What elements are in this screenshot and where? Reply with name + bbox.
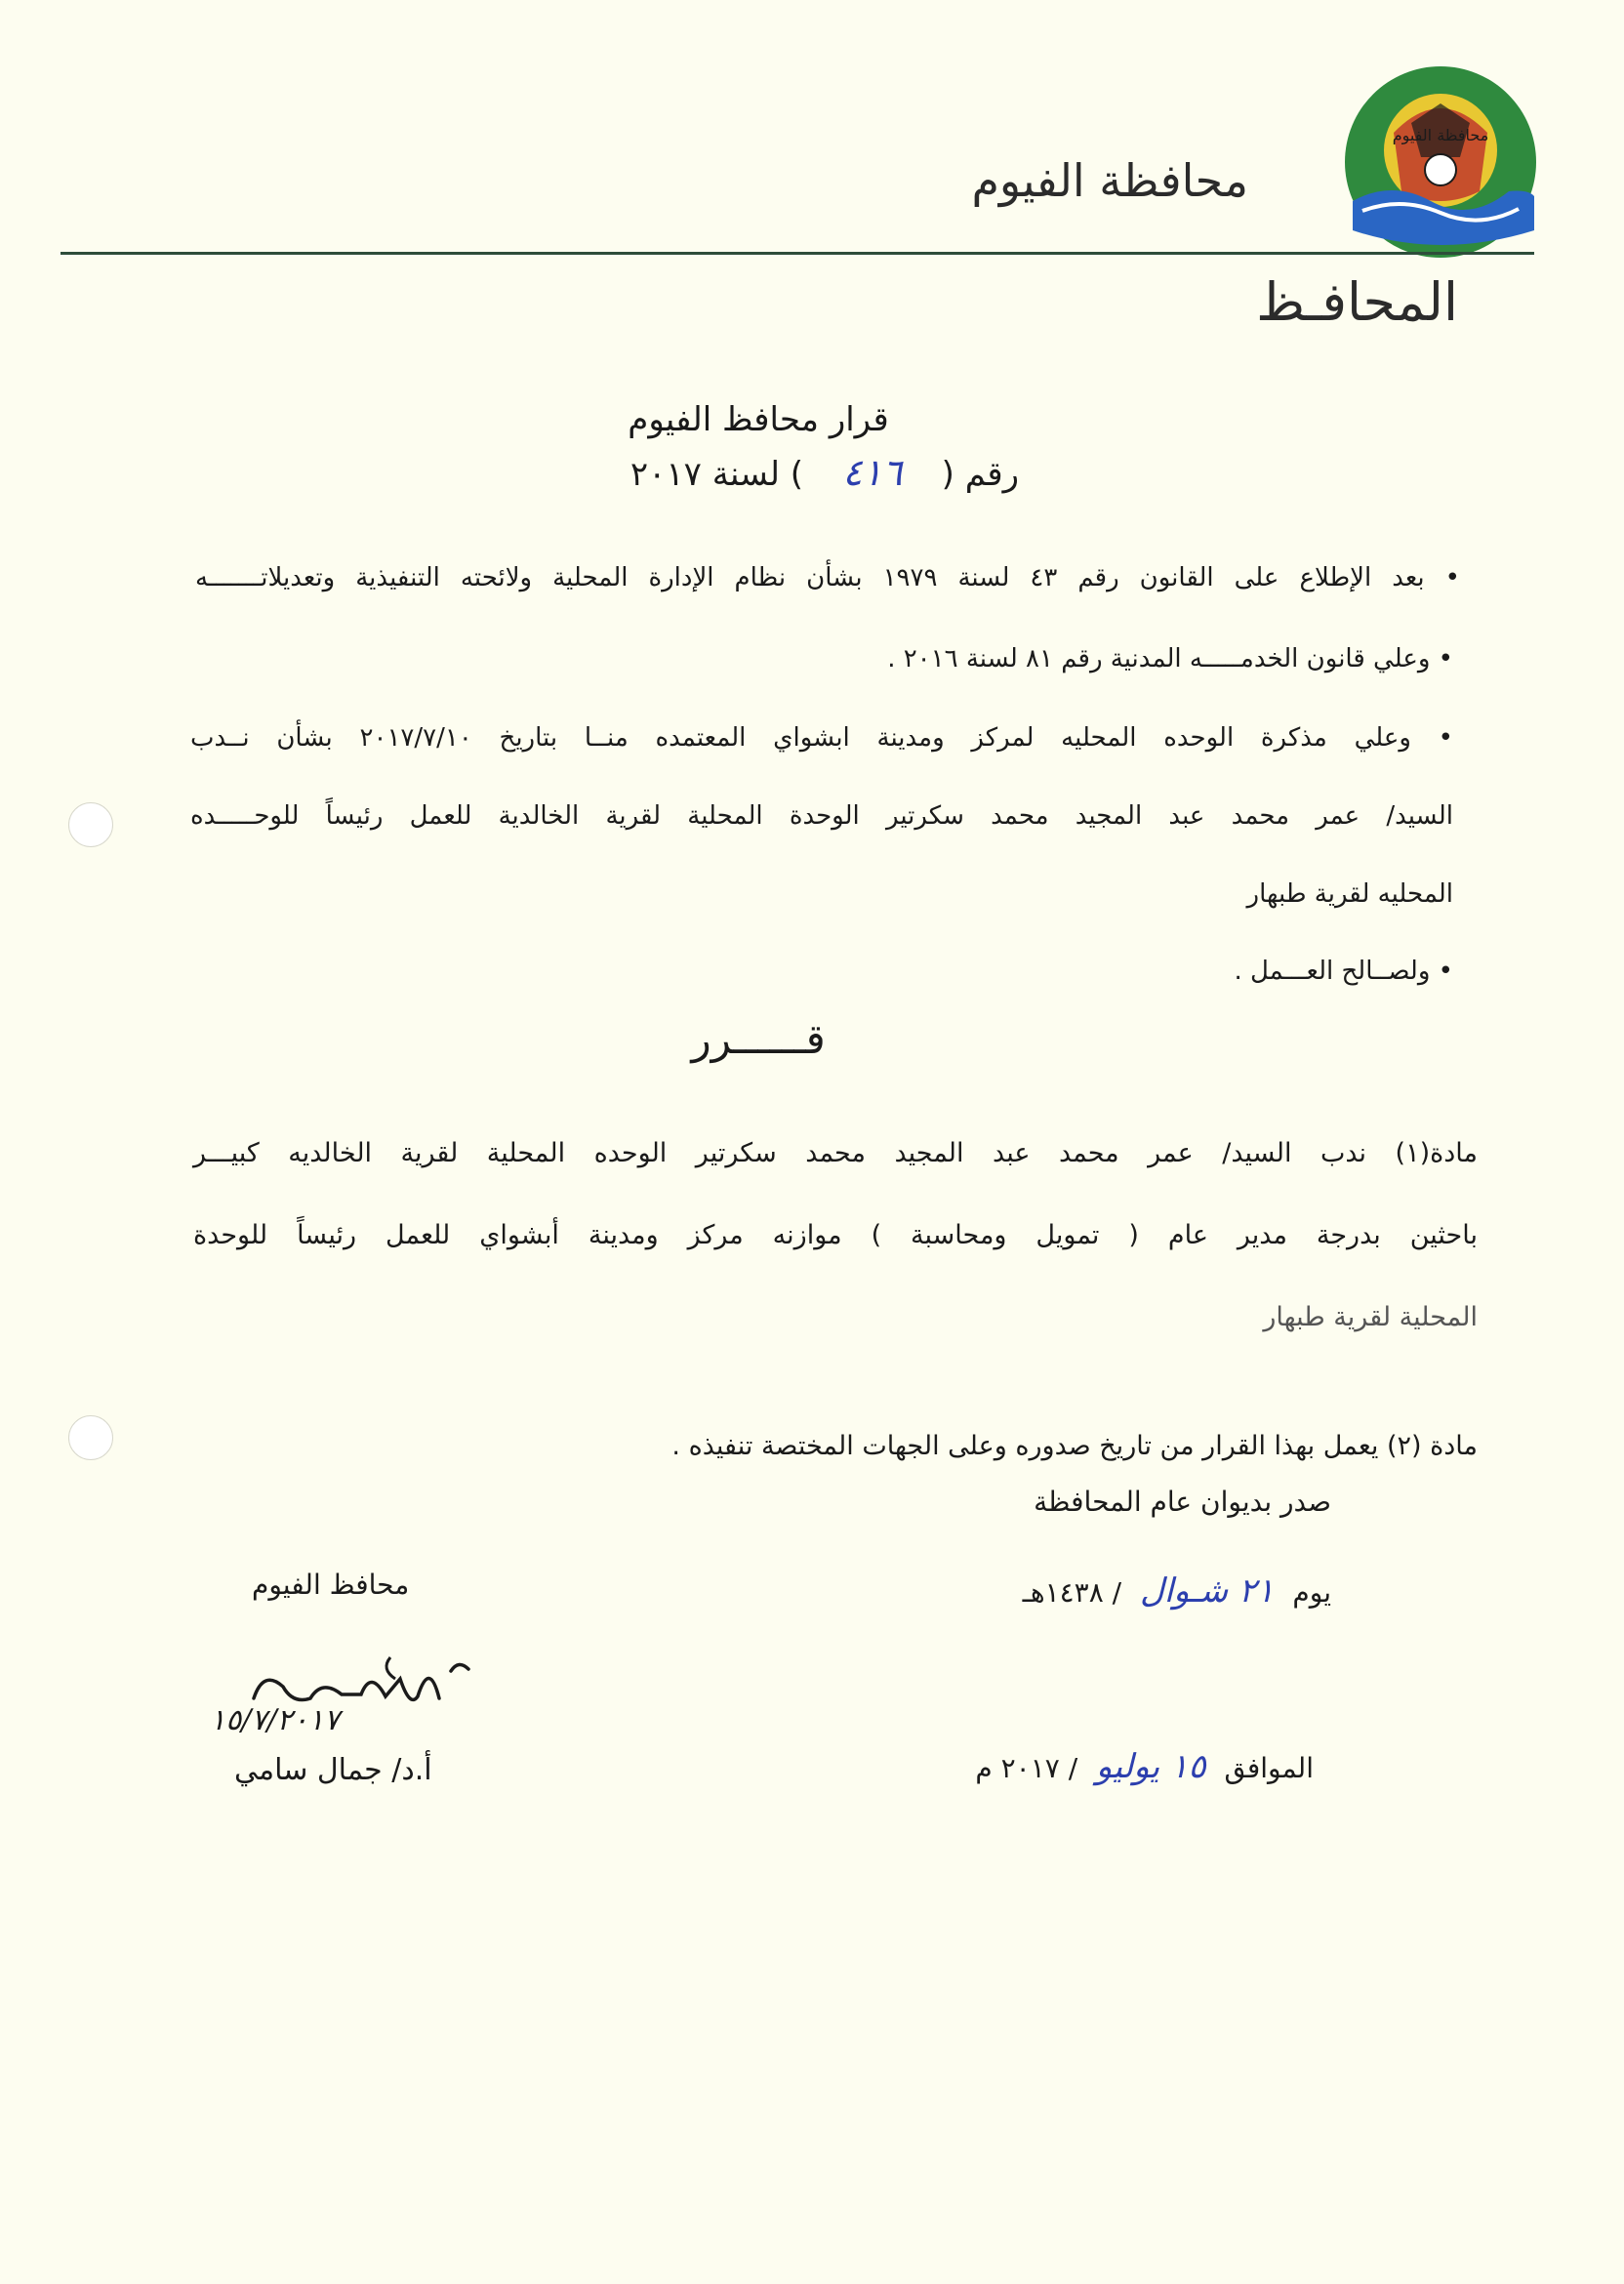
memo-line: السيد/ عمر محمد عبد المجيد محمد سكرتير الوحدة المحلية لقرية الخالدية للعمل رئيساً للوحـــــده	[190, 801, 1453, 831]
year-label: ) لسنة ٢٠١٧	[629, 455, 803, 494]
memo-line: • وعلي مذكرة الوحده المحليه لمركز ومدينة ابشواي المعتمده منــا بتاريخ ٢٠١٧/٧/١٠ بشأن نــدب	[190, 723, 1453, 753]
article-line: باحثين بدرجة مدير عام ( تمويل ومحاسبة ) موازنه مركز ومدينة أبشواي للعمل رئيساً للوحدة	[193, 1220, 1478, 1250]
article-2: مادة (٢) يعمل بهذا القرار من تاريخ صدوره وعلى الجهات المختصة تنفيذه .	[671, 1431, 1478, 1461]
number-label: رقم (	[941, 455, 1019, 494]
punch-hole	[68, 802, 113, 847]
issued-at: صدر بديوان عام المحافظة	[1034, 1486, 1331, 1518]
svg-text:محافظة الفيوم: محافظة الفيوم	[1392, 126, 1489, 144]
preamble-law-81: • وعلي قانون الخدمـــــه المدنية رقم ٨١ لسنة ٢٠١٦ .	[887, 644, 1453, 673]
signatory-name: أ.د/ جمال سامي	[234, 1753, 432, 1787]
article-1	[193, 1113, 1478, 1359]
governorate-name: محافظة الفيوم	[971, 154, 1248, 207]
decided-heading: قــــــرر	[691, 1015, 826, 1063]
gregorian-date	[975, 1747, 1314, 1786]
preamble-work-interest: • ولصــالح العـــمل .	[1234, 957, 1453, 986]
signatory-title: محافظ الفيوم	[252, 1569, 410, 1601]
header-divider	[61, 252, 1534, 255]
greg-handwritten: ١٥ يوليو	[1096, 1747, 1206, 1786]
article-line: مادة(١) ندب السيد/ عمر محمد عبد المجيد محمد سكرتير الوحده المحلية لقرية الخالديه كبيـــر	[193, 1138, 1478, 1168]
number-handwritten: ٤١٦	[842, 451, 903, 494]
preamble-law-43: • بعد الإطلاع على القانون رقم ٤٣ لسنة ١٩٧٩ بشأن نظام الإدارة المحلية ولائحته التنفيذية وتعديلاتـــــــه	[195, 563, 1461, 592]
greg-prefix: الموافق	[1224, 1752, 1314, 1784]
article-line: المحلية لقرية طبهار	[1263, 1302, 1478, 1332]
hijri-suffix: / ١٤٣٨هـ	[1022, 1576, 1122, 1609]
hijri-date	[1023, 1571, 1331, 1611]
hijri-prefix: يوم	[1292, 1576, 1331, 1609]
memo-line: المحليه لقرية طبهار	[1246, 879, 1453, 909]
punch-hole	[68, 1415, 113, 1460]
decision-title: قرار محافظ الفيوم	[628, 400, 889, 439]
governorate-logo	[1343, 64, 1538, 260]
decision-number	[630, 451, 1019, 494]
office-title: المحافـظ	[1256, 271, 1458, 333]
greg-suffix: / ٢٠١٧ م	[975, 1752, 1078, 1784]
hijri-handwritten: ٢١ شـوال	[1139, 1571, 1275, 1611]
signature-date: ١٥/٧/٢٠١٧	[210, 1703, 341, 1737]
preamble-memo	[190, 699, 1453, 933]
